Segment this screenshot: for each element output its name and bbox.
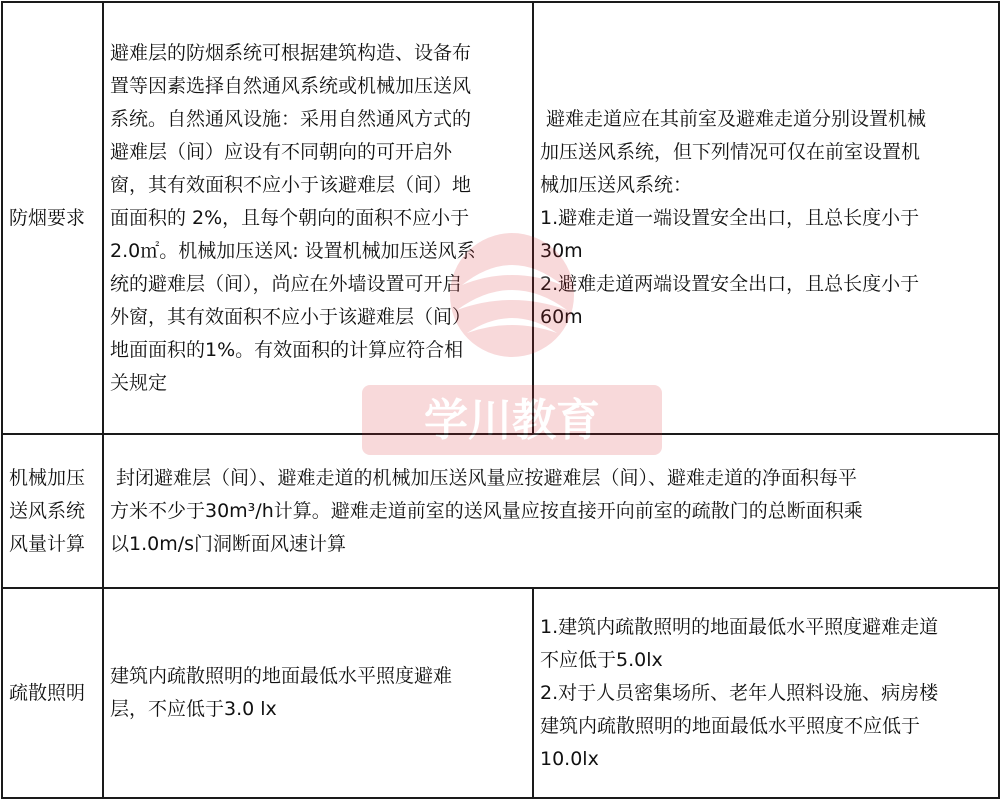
text-line: 1.避难走道一端设置安全出口，且总长度小于 — [540, 206, 920, 229]
cell-lighting-refuge-passage — [533, 588, 999, 798]
text-line: 方米不少于30m³/h计算。避难走道前室的送风量应按直接开向前室的疏散门的总断面积乘 — [110, 499, 863, 522]
text-line: 2.对于人员密集场所、老年人照料设施、病房楼 — [540, 681, 939, 704]
text-line: 面面积的 2%，且每个朝向的面积不应小于 — [110, 206, 470, 229]
text-line: 2.避难走道两端设置安全出口，且总长度小于 — [540, 272, 920, 295]
text-line: 避难走道应在其前室及避难走道分别设置机械 — [540, 107, 927, 130]
text-line: 不应低于5.0lx — [540, 648, 663, 671]
comparison-table — [1, 1, 1000, 799]
header-smoke-control: 防烟要求 — [2, 2, 103, 434]
header-evacuation-lighting: 疏散照明 — [2, 588, 103, 798]
watermark-text: 学川教育 — [424, 395, 600, 446]
text-line: 外窗，其有效面积不应小于该避难层（间） — [110, 305, 472, 328]
text-line: 关规定 — [110, 371, 168, 394]
row-smoke-control — [2, 2, 999, 434]
text-line: 窗，其有效面积不应小于该避难层（间）地 — [110, 173, 472, 196]
text-line: 1.建筑内疏散照明的地面最低水平照度避难走道 — [540, 615, 939, 638]
text-line: 以1.0m/s门洞断面风速计算 — [110, 532, 347, 555]
text-line: 避难层的防烟系统可根据建筑构造、设备布 — [110, 41, 472, 64]
text-line: 30m — [540, 239, 583, 262]
cell-lighting-refuge-floor — [103, 588, 533, 798]
text-line: 地面面积的1%。有效面积的计算应符合相 — [110, 338, 464, 361]
header-air-volume — [2, 434, 103, 588]
text-line: 10.0lx — [540, 747, 599, 770]
text-line: 封闭避难层（间）、避难走道的机械加压送风量应按避难层（间）、避难走道的净面积每平 — [110, 466, 858, 489]
cell-air-volume — [103, 434, 999, 588]
text-line: 建筑内疏散照明的地面最低水平照度不应低于 — [540, 714, 921, 737]
header-line: 送风系统 — [9, 499, 86, 522]
text-line: 统的避难层（间），尚应在外墙设置可开启 — [110, 272, 462, 295]
header-line: 机械加压 — [9, 466, 86, 489]
header-line: 风量计算 — [9, 532, 86, 555]
text-line: 60m — [540, 305, 583, 328]
text-line: 避难层（间）应设有不同朝向的可开启外 — [110, 140, 453, 163]
cell-smoke-refuge-floor — [103, 2, 533, 434]
text-line: 械加压送风系统： — [540, 173, 693, 196]
text-line: 置等因素选择自然通风系统或机械加压送风 — [110, 74, 472, 97]
text-line: 2.0㎡。机械加压送风: 设置机械加压送风系 — [110, 239, 476, 262]
text-line: 系统。自然通风设施：采用自然通风方式的 — [110, 107, 472, 130]
row-air-volume — [2, 434, 999, 588]
text-line: 层，不应低于3.0 lx — [110, 698, 277, 720]
text-line: 加压送风系统，但下列情况可仅在前室设置机 — [540, 140, 921, 163]
text-line: 建筑内疏散照明的地面最低水平照度避难 — [110, 665, 453, 687]
row-evacuation-lighting — [2, 588, 999, 798]
cell-smoke-refuge-passage — [533, 2, 999, 434]
